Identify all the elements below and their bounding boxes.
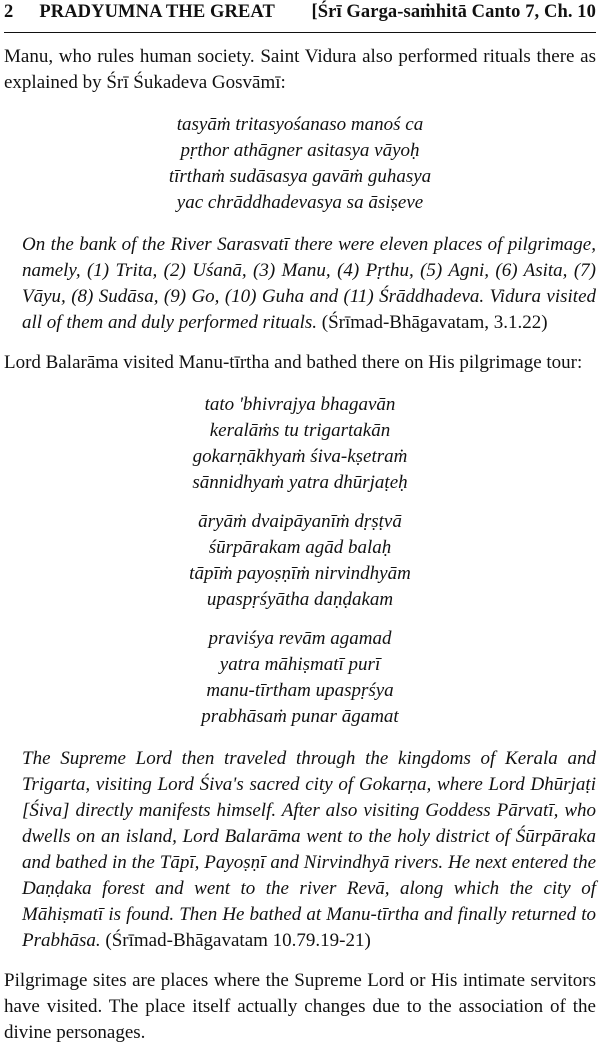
verse-line: tīrthaṁ sudāsasya gavāṁ guhasya <box>168 166 432 187</box>
running-header <box>4 0 596 33</box>
translation-2 <box>4 746 596 954</box>
translation-text: The Supreme Lord then traveled through the kingdoms of Kerala and Trigarta, visiting Lord Śiva's sacred city of Gokarṇa, where Lord Dhūrjaṭi [Śiva] directly manifests himself. After also visiting Goddess Pārvatī, who dwells on an island, Lord Balarāma went to the holy district of Śūrpāraka and bathed in the Tāpī, Payoṣṇī and Nirvindhyā rivers. He next entered the Daṇḍaka forest and went to the river Revā, along which the city of Māhiṣmatī is found. Then He bathed at Manu-tīrtha and finally returned to Prabhāsa. <box>22 748 596 951</box>
sanskrit-verse-2-stanza-3 <box>4 626 596 730</box>
verse-line: prabhāsaṁ punar āgamat <box>201 706 399 727</box>
translation-1 <box>4 232 596 336</box>
verse-line: manu-tīrtham upaspṛśya <box>206 680 394 701</box>
book-title: PRADYUMNA THE GREAT <box>39 2 275 22</box>
sanskrit-verse-2-stanza-1 <box>4 392 596 496</box>
translation-source: (Śrīmad-Bhāgavatam 10.79.19-21) <box>105 930 371 951</box>
verse-line: āryāṁ dvaipāyanīṁ dṛṣṭvā <box>198 511 402 532</box>
verse-line: tāpīṁ payoṣṇīṁ nirvindhyām <box>189 563 411 584</box>
chapter-reference: [Śrī Garga-saṁhitā Canto 7, Ch. 10 <box>311 2 596 22</box>
paragraph-balarama: Lord Balarāma visited Manu-tīrtha and bathed there on His pilgrimage tour: <box>4 352 583 373</box>
page-number: 2 <box>4 2 14 22</box>
verse-line: gokarṇākhyaṁ śiva-kṣetraṁ <box>192 446 408 467</box>
verse-line: sānnidhyaṁ yatra dhūrjaṭeḥ <box>192 472 408 493</box>
verse-line: praviśya revām agamad <box>208 628 392 649</box>
verse-line: śūrpārakam agād balaḥ <box>208 537 392 558</box>
translation-text: On the bank of the River Sarasvatī there were eleven places of pilgrimage, namely, (1) Trita, (2) Uśanā, (3) Manu, (4) Pṛthu, (5) Agni, (6) Asita, (7) Vāyu, (8) Sudāsa, (9) Go, (10) Guha and (11) Śrāddhadeva. Vidura visited all of them and duly performed rituals. <box>22 234 596 333</box>
paragraph-pilgrimage-sites: Pilgrimage sites are places where the Supreme Lord or His intimate servitors have visited. The place itself actually changes due to the association of the divine personages. <box>4 970 596 1043</box>
verse-line: yatra māhiṣmatī purī <box>219 654 381 675</box>
header-left <box>4 2 275 23</box>
sanskrit-verse-2-stanza-2 <box>4 509 596 613</box>
verse-line: yac chrāddhadevasya sa āsiṣeve <box>176 192 424 213</box>
verse-line: tato 'bhivrajya bhagavān <box>204 394 396 415</box>
paragraph-intro: Manu, who rules human society. Saint Vidura also performed rituals there as explained by Śrī Śukadeva Gosvāmī: <box>4 46 596 93</box>
sanskrit-verse-1 <box>4 112 596 216</box>
translation-source: (Śrīmad-Bhāgavatam, 3.1.22) <box>321 312 548 333</box>
verse-line: keralāṁs tu trigartakān <box>209 420 391 441</box>
verse-line: pṛthor athāgner asitasya vāyoḥ <box>180 140 420 161</box>
verse-line: tasyāṁ tritasyośanaso manoś ca <box>176 114 424 135</box>
verse-line: upaspṛśyātha daṇḍakam <box>206 589 394 610</box>
